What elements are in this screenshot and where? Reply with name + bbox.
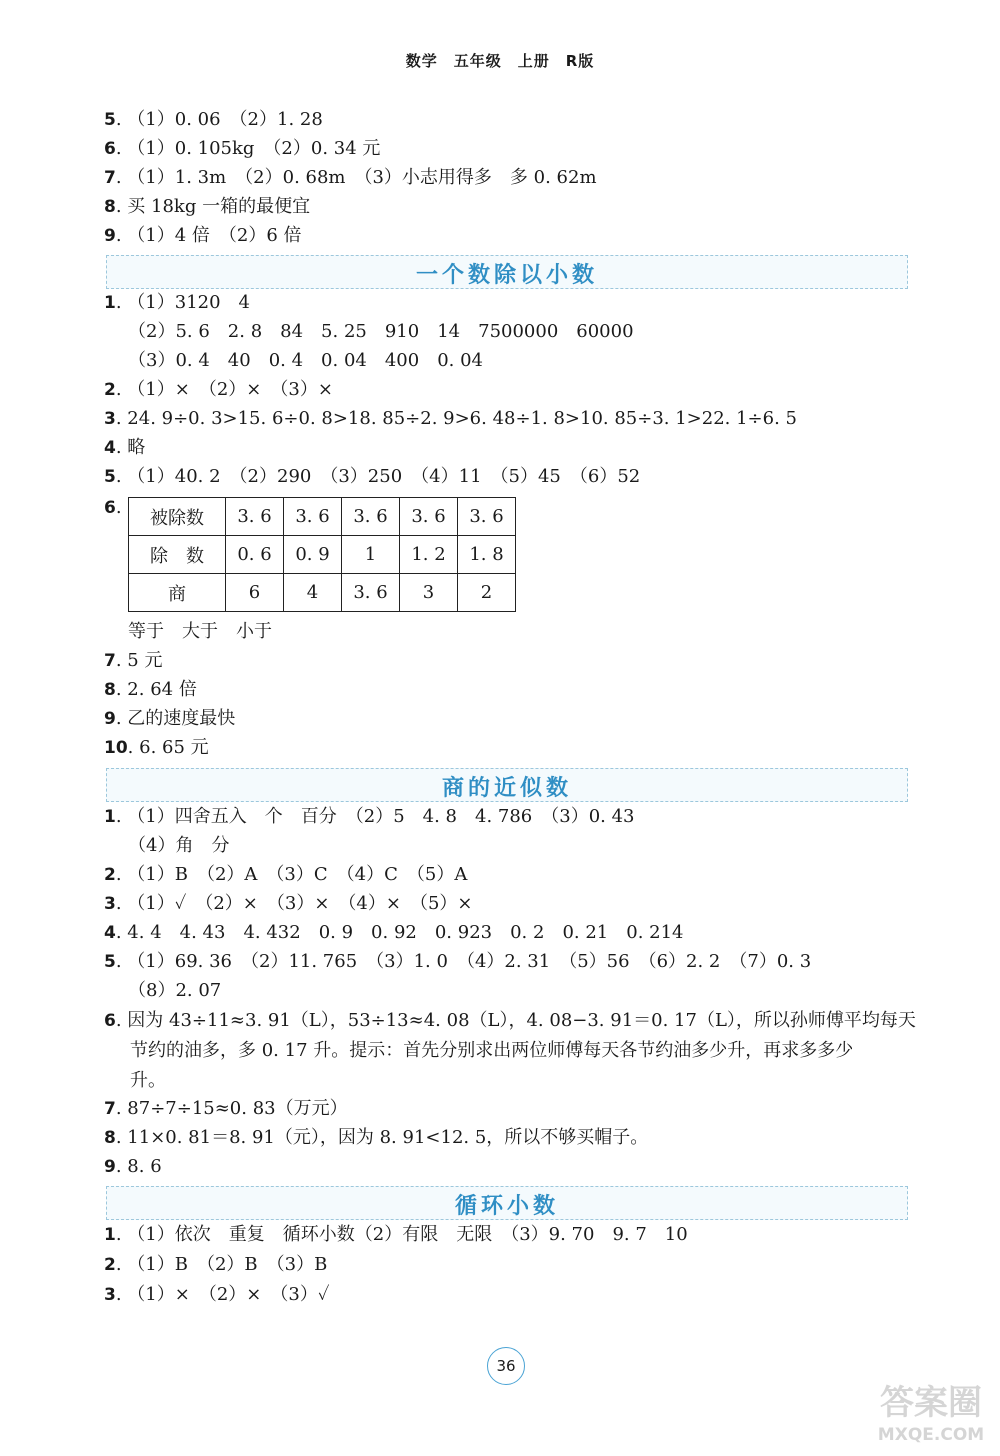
answer-line: 7. 5 元 — [104, 650, 163, 671]
item-number: 2 — [104, 380, 116, 400]
answer-line: 等于 大于 小于 — [128, 621, 272, 642]
answer-line: 升。 — [130, 1070, 166, 1091]
answer-line: 7. 87÷7÷15≈0. 83（万元） — [104, 1098, 348, 1119]
answer-line: 6. — [104, 497, 122, 518]
answer-line: 5. （1）40. 2 （2）290 （3）250 （4）11 （5）45 （6）52 — [104, 466, 641, 487]
answer-text: （1）4 倍 （2）6 倍 — [127, 225, 302, 246]
answer-text: 2. 64 倍 — [127, 679, 197, 700]
answer-line: 4. 4. 4 4. 43 4. 432 0. 9 0. 92 0. 923 0. 2 0. 21 0. 214 — [104, 922, 684, 943]
answer-text: （1）✓ （2）× （3）× （4）× （5）× — [127, 893, 473, 914]
answer-line: （3）0. 4 40 0. 4 0. 04 400 0. 04 — [128, 350, 484, 371]
table-cell: 1. 8 — [458, 536, 516, 574]
answer-line: 1. （1）依次 重复 循环小数（2）有限 无限 （3）9. 70 9. 7 10 — [104, 1224, 688, 1245]
answer-line: 1. （1）四舍五入 个 百分 （2）5 4. 8 4. 786 （3）0. 43 — [104, 806, 635, 827]
answer-line: 6. 因为 43÷11≈3. 91（L），53÷13≈4. 08（L），4. 08−3. 91＝0. 17（L），所以孙师傅平均每天 — [104, 1010, 916, 1031]
answer-text: （1）四舍五入 个 百分 （2）5 4. 8 4. 786 （3）0. 43 — [127, 806, 635, 827]
answer-line: （4）角 分 — [128, 835, 230, 856]
section-banner — [106, 1186, 908, 1220]
answer-line: 6. （1）0. 105kg （2）0. 34 元 — [104, 138, 381, 159]
item-number: 9 — [104, 1157, 116, 1177]
answer-text: 11×0. 81＝8. 91（元），因为 8. 91<12. 5，所以不够买帽子。 — [127, 1127, 649, 1148]
item-number: 8 — [104, 1128, 116, 1148]
watermark-logo — [872, 1372, 990, 1448]
item-number: 3 — [104, 1285, 116, 1305]
answer-text: （1）依次 重复 循环小数（2）有限 无限 （3）9. 70 9. 7 10 — [127, 1224, 688, 1245]
answer-text: 5 元 — [127, 650, 163, 671]
item-number: 3 — [104, 409, 116, 429]
answer-line: 2. （1）B （2）A （3）C （4）C （5）A — [104, 864, 468, 885]
item-number: 6 — [104, 1011, 116, 1031]
section-banner — [106, 255, 908, 289]
answer-line: 8. 买 18kg 一箱的最便宜 — [104, 196, 311, 217]
answer-text: （1）0. 105kg （2）0. 34 元 — [127, 138, 381, 159]
table-row — [129, 574, 516, 612]
item-number: 8 — [104, 197, 116, 217]
table-cell: 3. 6 — [342, 574, 400, 612]
item-number: 1 — [104, 293, 116, 313]
table-cell: 1. 2 — [400, 536, 458, 574]
item-number: 5 — [104, 467, 116, 487]
answer-line: 1. （1）3120 4 — [104, 292, 251, 313]
item-number: 6 — [104, 498, 116, 518]
table-row — [129, 536, 516, 574]
section-title: 一个数除以小数 — [415, 263, 598, 288]
answer-text: 8. 6 — [127, 1156, 162, 1177]
item-number: 4 — [104, 923, 116, 943]
table-cell: 6 — [226, 574, 284, 612]
answer-text: （1）0. 06 （2）1. 28 — [127, 109, 323, 130]
section-banner — [106, 768, 908, 802]
table-cell: 3. 6 — [226, 498, 284, 536]
item-number: 7 — [104, 168, 116, 188]
item-number: 1 — [104, 807, 116, 827]
page-header: 数学 五年级 上册 R版 — [405, 52, 595, 70]
table-cell: 3. 6 — [400, 498, 458, 536]
answer-line: 4. 略 — [104, 437, 146, 458]
answer-text: 买 18kg 一箱的最便宜 — [127, 196, 311, 217]
answer-line: 3. （1）✓ （2）× （3）× （4）× （5）× — [104, 893, 473, 914]
answer-text: （1）B （2）B （3）B — [127, 1254, 328, 1275]
table-row — [129, 498, 516, 536]
answer-text: 乙的速度最快 — [127, 708, 236, 729]
item-number: 7 — [104, 1099, 116, 1119]
svg-text:答案圈: 答案圈 — [880, 1383, 982, 1423]
answer-text: 6. 65 元 — [139, 737, 209, 758]
item-number: 2 — [104, 1255, 116, 1275]
item-number: 1 — [104, 1225, 116, 1245]
answer-line: 7. （1）1. 3m （2）0. 68m （3）小志用得多 多 0. 62m — [104, 167, 597, 188]
answer-line: 5. （1）69. 36 （2）11. 765 （3）1. 0 （4）2. 31 （5）56 （6）2. 2 （7）0. 3 — [104, 951, 812, 972]
answer-line: 2. （1）B （2）B （3）B — [104, 1254, 328, 1275]
table-cell: 0. 9 — [284, 536, 342, 574]
item-number: 2 — [104, 865, 116, 885]
row-header: 商 — [129, 574, 226, 612]
item-number: 10 — [104, 738, 128, 758]
answer-line: 9. 乙的速度最快 — [104, 708, 236, 729]
answer-line: 8. 11×0. 81＝8. 91（元），因为 8. 91<12. 5，所以不够买帽子。 — [104, 1127, 649, 1148]
answer-text: （1）× （2）× （3）✓ — [127, 1284, 330, 1305]
answer-line: （2）5. 6 2. 8 84 5. 25 910 14 7500000 60000 — [128, 321, 634, 342]
item-number: 9 — [104, 226, 116, 246]
answer-text: 略 — [127, 437, 146, 458]
answer-line: 2. （1）× （2）× （3）× — [104, 379, 333, 400]
answer-text: （1）69. 36 （2）11. 765 （3）1. 0 （4）2. 31 （5）56 （6）2. 2 （7）0. 3 — [127, 951, 812, 972]
answer-text: 24. 9÷0. 3>15. 6÷0. 8>18. 85÷2. 9>6. 48÷1. 8>10. 85÷3. 1>22. 1÷6. 5 — [127, 408, 797, 429]
answer-text: （1）× （2）× （3）× — [127, 379, 333, 400]
answer-text: （1）3120 4 — [127, 292, 251, 313]
answer-line: 节约的油多，多 0. 17 升。提示：首先分别求出两位师傅每天各节约油多少升，再求多多少 — [130, 1040, 854, 1061]
item-number: 4 — [104, 438, 116, 458]
answer-line: （8）2. 07 — [128, 980, 222, 1001]
answer-line: 9. 8. 6 — [104, 1156, 162, 1177]
page-number: 36 — [487, 1347, 525, 1385]
item-number: 7 — [104, 651, 116, 671]
answer-line: 3. （1）× （2）× （3）✓ — [104, 1284, 330, 1305]
item-number: 9 — [104, 709, 116, 729]
table-cell: 3. 6 — [284, 498, 342, 536]
table-cell: 2 — [458, 574, 516, 612]
section-title: 循环小数 — [454, 1194, 559, 1219]
answer-text: 因为 43÷11≈3. 91（L），53÷13≈4. 08（L），4. 08−3. 91＝0. 17（L），所以孙师傅平均每天 — [127, 1010, 916, 1031]
table-cell: 0. 6 — [226, 536, 284, 574]
item-number: 3 — [104, 894, 116, 914]
item-number: 5 — [104, 110, 116, 130]
answer-line: 9. （1）4 倍 （2）6 倍 — [104, 225, 302, 246]
table-cell: 3. 6 — [342, 498, 400, 536]
answer-text: 87÷7÷15≈0. 83（万元） — [127, 1098, 348, 1119]
answer-line: 8. 2. 64 倍 — [104, 679, 197, 700]
answer-text: （1）B （2）A （3）C （4）C （5）A — [127, 864, 468, 885]
answer-line: 5. （1）0. 06 （2）1. 28 — [104, 109, 323, 130]
row-header: 被除数 — [129, 498, 226, 536]
svg-text:MXQE.COM: MXQE.COM — [877, 1425, 985, 1445]
answer-text: （1）1. 3m （2）0. 68m （3）小志用得多 多 0. 62m — [127, 167, 597, 188]
answer-text: （1）40. 2 （2）290 （3）250 （4）11 （5）45 （6）52 — [127, 466, 641, 487]
section-title: 商的近似数 — [441, 776, 572, 801]
item-number: 8 — [104, 680, 116, 700]
answer-text: 4. 4 4. 43 4. 432 0. 9 0. 92 0. 923 0. 2 0. 21 0. 214 — [127, 922, 684, 943]
item-number: 6 — [104, 139, 116, 159]
table-cell: 4 — [284, 574, 342, 612]
answer-line: 10. 6. 65 元 — [104, 737, 209, 758]
division-table — [128, 497, 516, 612]
table-cell: 1 — [342, 536, 400, 574]
item-number: 5 — [104, 952, 116, 972]
answer-line: 3. 24. 9÷0. 3>15. 6÷0. 8>18. 85÷2. 9>6. 48÷1. 8>10. 85÷3. 1>22. 1÷6. 5 — [104, 408, 797, 429]
row-header: 除 数 — [129, 536, 226, 574]
table-cell: 3 — [400, 574, 458, 612]
table-cell: 3. 6 — [458, 498, 516, 536]
